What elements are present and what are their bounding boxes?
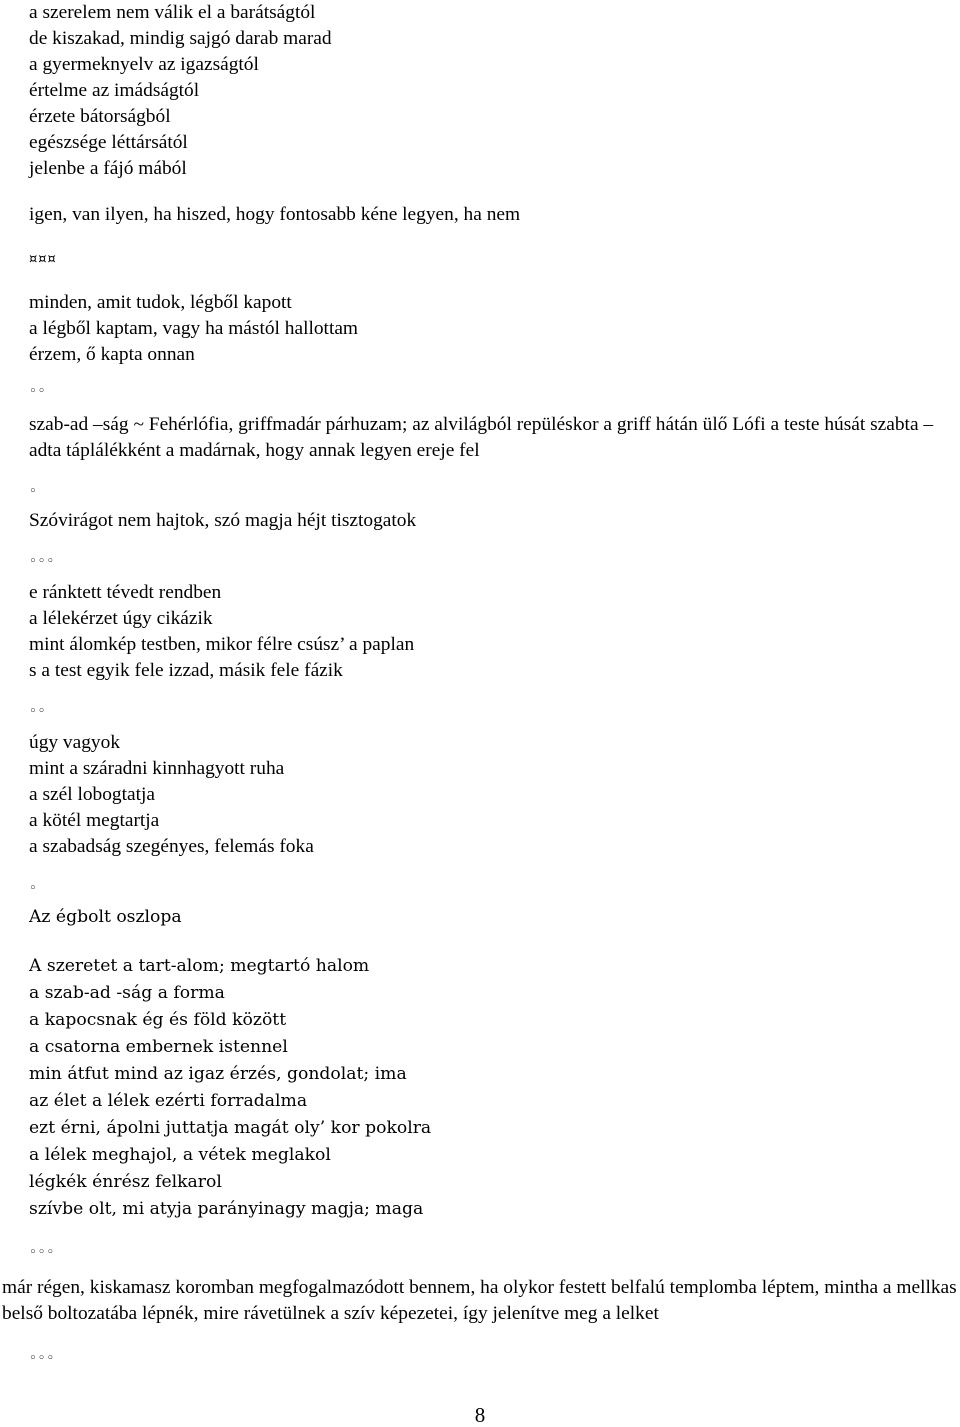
poem-line: a kötél megtartja	[29, 810, 160, 831]
poem-line: de kiszakad, mindig sajgó darab marad	[29, 28, 332, 49]
poem-line: mint a száradni kinnhagyott ruha	[29, 758, 285, 779]
poem-line: az élet a lélek ezérti forradalma	[29, 1091, 308, 1111]
section-separator: ◦◦◦	[29, 1245, 56, 1260]
stanza-ugy-vagyok	[29, 730, 950, 860]
poem-line: mint álomkép testben, mikor félre csúsz’ a paplan	[29, 634, 415, 655]
poem-line: értelme az imádságtól	[29, 80, 200, 101]
section-separator: ◦	[29, 881, 38, 896]
poem-line: e ránktett tévedt rendben	[29, 582, 222, 603]
poem-line: szívbe olt, mi atyja parányinagy magja; maga	[29, 1199, 424, 1219]
poem-line: a szerelem nem válik el a barátságtól	[29, 2, 316, 23]
poem-title-text: Az égbolt oszlopa	[29, 907, 182, 927]
poem-egbolt-oszlopa	[29, 953, 950, 1223]
stanza-legbol	[29, 290, 950, 368]
prose-templom	[2, 1275, 960, 1327]
prose-paragraph: már régen, kiskamasz koromban megfogalmazódott bennem, ha olykor festett belfalú templomba léptem, mintha a mellkas belső boltozatába lépnék, mire rávetülnek a szív képezetei, így jelenítve meg a lelket	[2, 1277, 957, 1324]
stanza-barátság	[29, 0, 950, 182]
section-separator: ◦◦◦	[29, 554, 56, 569]
line-szovirag	[29, 508, 950, 534]
poem-line: A szeretet a tart-alom; megtartó halom	[29, 956, 370, 976]
poem-line: légkék énrész felkarol	[29, 1172, 222, 1192]
poem-line: jelenbe a fájó mából	[29, 158, 187, 179]
poem-line: a szél lobogtatja	[29, 784, 155, 805]
poem-line: ezt érni, ápolni juttatja magát oly’ kor pokolra	[29, 1118, 432, 1138]
section-separator: ¤¤¤	[29, 252, 57, 267]
poem-line: úgy vagyok	[29, 732, 121, 753]
poem-line: a légből kaptam, vagy ha mástól hallottam	[29, 318, 359, 339]
stanza-ranktett	[29, 580, 950, 684]
poem-line: érzete bátorságból	[29, 106, 171, 127]
poem-line: minden, amit tudok, légből kapott	[29, 292, 292, 313]
section-separator: ◦◦	[29, 384, 47, 399]
poem-title	[29, 904, 950, 931]
poem-line: a csatorna embernek istennel	[29, 1037, 288, 1057]
poem-line: min átfut mind az igaz érzés, gondolat; ima	[29, 1064, 407, 1084]
poem-line: s a test egyik fele izzad, másik fele fázik	[29, 660, 343, 681]
poem-line: igen, van ilyen, ha hiszed, hogy fontosabb kéne legyen, ha nem	[29, 204, 521, 225]
note-szabad	[29, 412, 950, 464]
poem-line: a gyermeknyelv az igazságtól	[29, 54, 259, 75]
page-number: 8	[474, 1403, 486, 1427]
poem-line: a lélekérzet úgy cikázik	[29, 608, 213, 629]
poem-line: Szóvirágot nem hajtok, szó magja héjt tisztogatok	[29, 510, 417, 531]
poem-line: a kapocsnak ég és föld között	[29, 1010, 287, 1030]
section-separator: ◦◦◦	[29, 1351, 56, 1366]
poem-line: a szabadság szegényes, felemás foka	[29, 836, 314, 857]
prose-paragraph: szab-ad –ság ~ Fehérlófia, griffmadár párhuzam; az alvilágból repüléskor a griff hátán ülő Lófi a teste húsát szabta – adta táplálékként a madárnak, hogy annak legyen ereje fel	[29, 414, 934, 461]
section-separator: ◦	[29, 484, 38, 499]
poem-line: a lélek meghajol, a vétek meglakol	[29, 1145, 331, 1165]
line-fontosabb	[29, 202, 950, 228]
poem-line: érzem, ő kapta onnan	[29, 344, 195, 365]
poem-line: a szab-ad -ság a forma	[29, 983, 225, 1003]
poem-line: egészsége léttársától	[29, 132, 188, 153]
section-separator: ◦◦	[29, 704, 47, 719]
